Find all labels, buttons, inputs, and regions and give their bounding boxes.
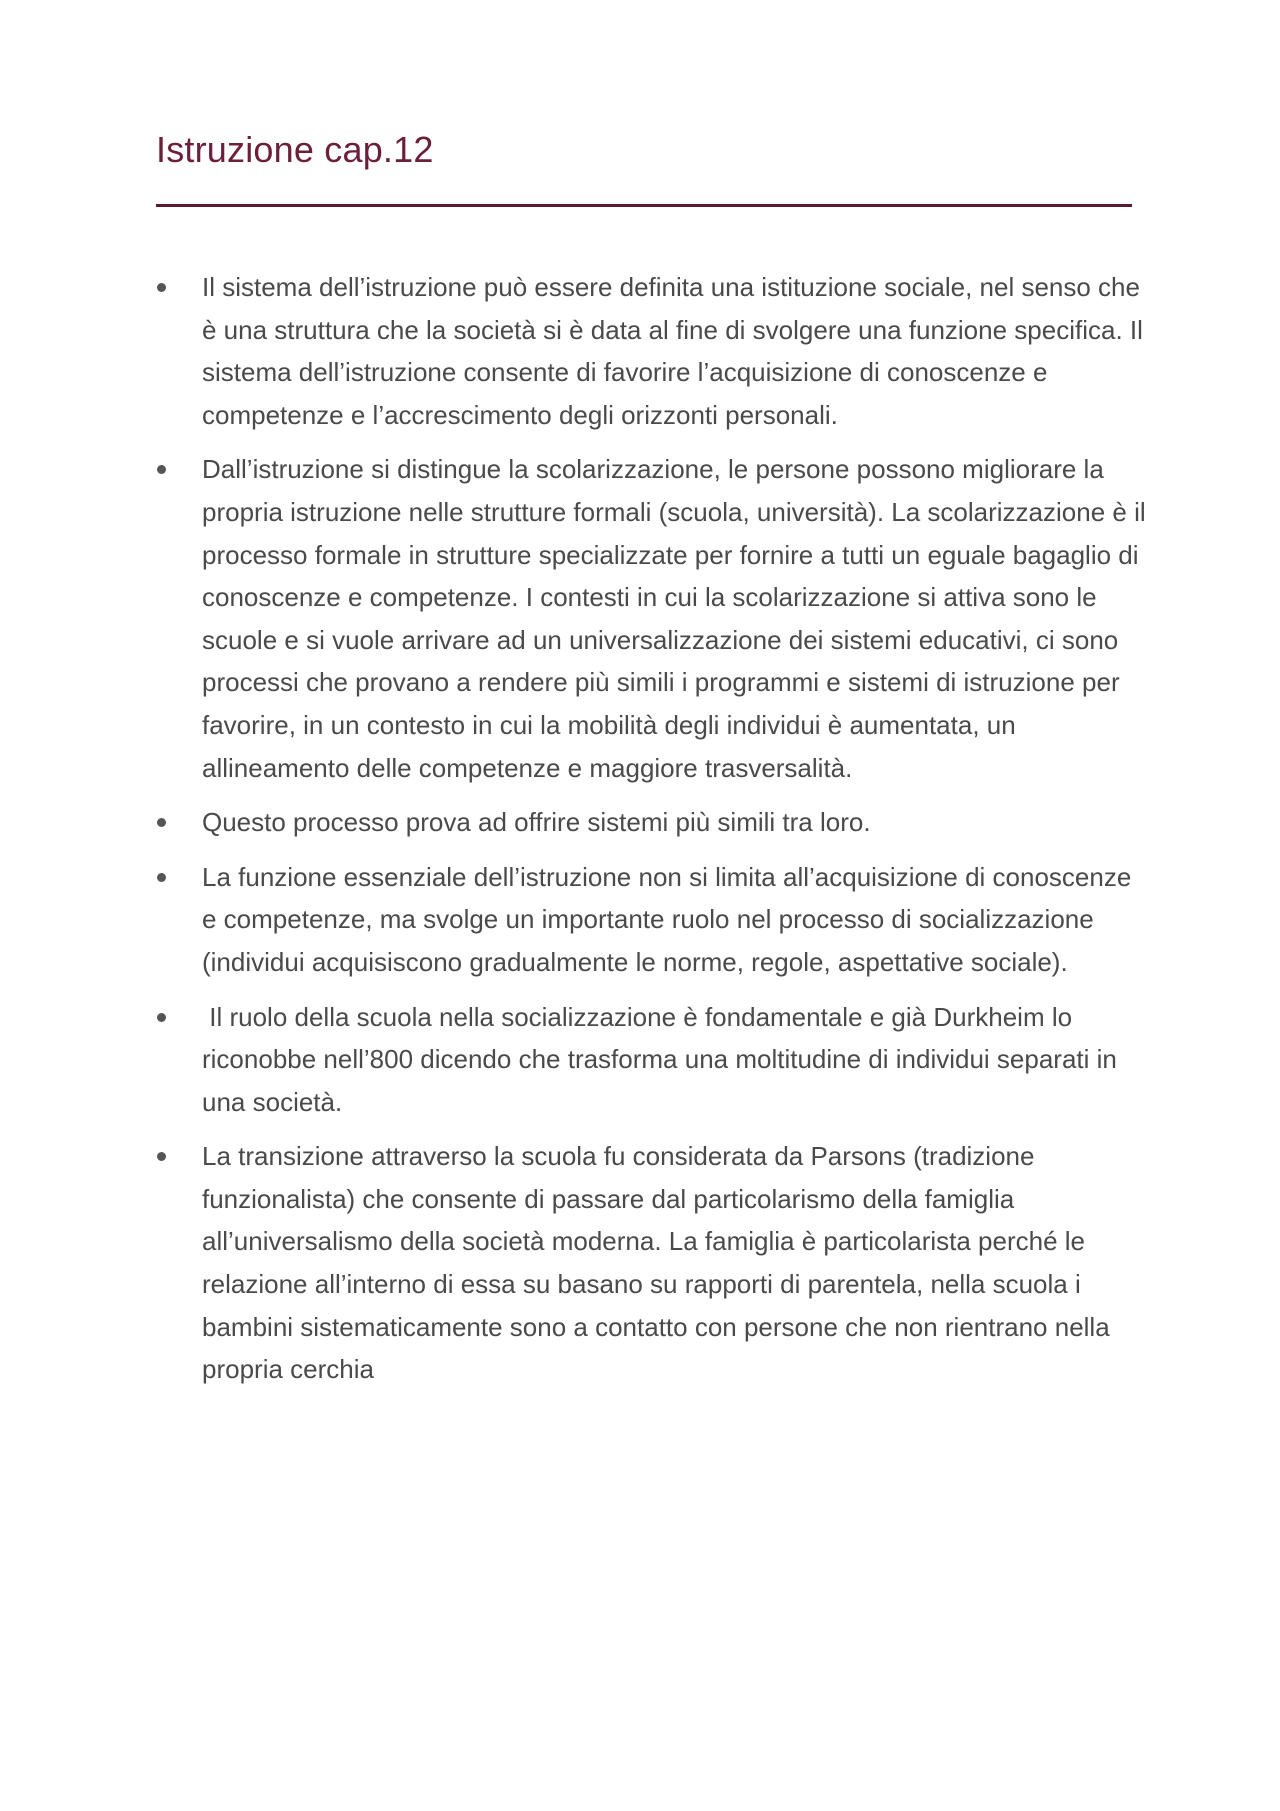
list-item [156,801,1146,844]
bullet-icon [157,1152,166,1161]
bullet-icon [157,283,166,292]
list-item [156,856,1146,984]
bullet-text: Il sistema dell’istruzione può essere definita una istituzione sociale, nel senso che è una struttura che la società si è data al fine di svolgere una funzione specifica. Il sistema dell’istruzione consente di favorire l’acquisizione di conoscenze e competenze e l’accrescimento degli orizzonti personali. [202,272,1143,430]
bullet-icon [157,465,166,474]
list-item [156,996,1146,1124]
list-item [156,1135,1146,1391]
bullet-icon [157,1013,166,1022]
bullet-text: La funzione essenziale dell’istruzione non si limita all’acquisizione di conoscenze e competenze, ma svolge un importante ruolo nel processo di socializzazione (individui acquisiscono gradualmente le norme, regole, aspettative sociale). [202,861,1132,977]
document-title: Istruzione cap.12 [156,129,434,170]
list-item [156,448,1146,789]
list-item [156,266,1146,436]
bullet-text: La transizione attraverso la scuola fu considerata da Parsons (tradizione funzionalista) che consente di passare dal particolarismo della famiglia all’universalismo della società moderna. La famiglia è particolarista perché le relazione all’interno di essa su basano su rapporti di parentela, nella scuola i bambini sistematicamente sono a contatto con persone che non rientrano nella propria cerchia [202,1141,1110,1385]
bullet-text: Dall’istruzione si distingue la scolarizzazione, le persone possono migliorare la propria istruzione nelle strutture formali (scuola, università). La scolarizzazione è il processo formale in strutture specializzate per fornire a tutti un eguale bagaglio di conoscenze e competenze. I contesti in cui la scolarizzazione si attiva sono le scuole e si vuole arrivare ad un universalizzazione dei sistemi educativi, ci sono processi che provano a rendere più simili i programmi e sistemi di istruzione per favorire, in un contesto in cui la mobilità degli individui è aumentata, un allineamento delle competenze e maggiore trasversalità. [202,454,1146,783]
bullet-list [156,266,1146,1403]
bullet-text: Questo processo prova ad offrire sistemi più simili tra loro. [202,807,871,838]
title-underline [156,204,1132,207]
bullet-icon [157,873,166,882]
bullet-text: Il ruolo della scuola nella socializzazione è fondamentale e già Durkheim lo riconobbe nell’800 dicendo che trasforma una moltitudine di individui separati in una società. [202,1001,1125,1117]
bullet-icon [157,818,166,827]
